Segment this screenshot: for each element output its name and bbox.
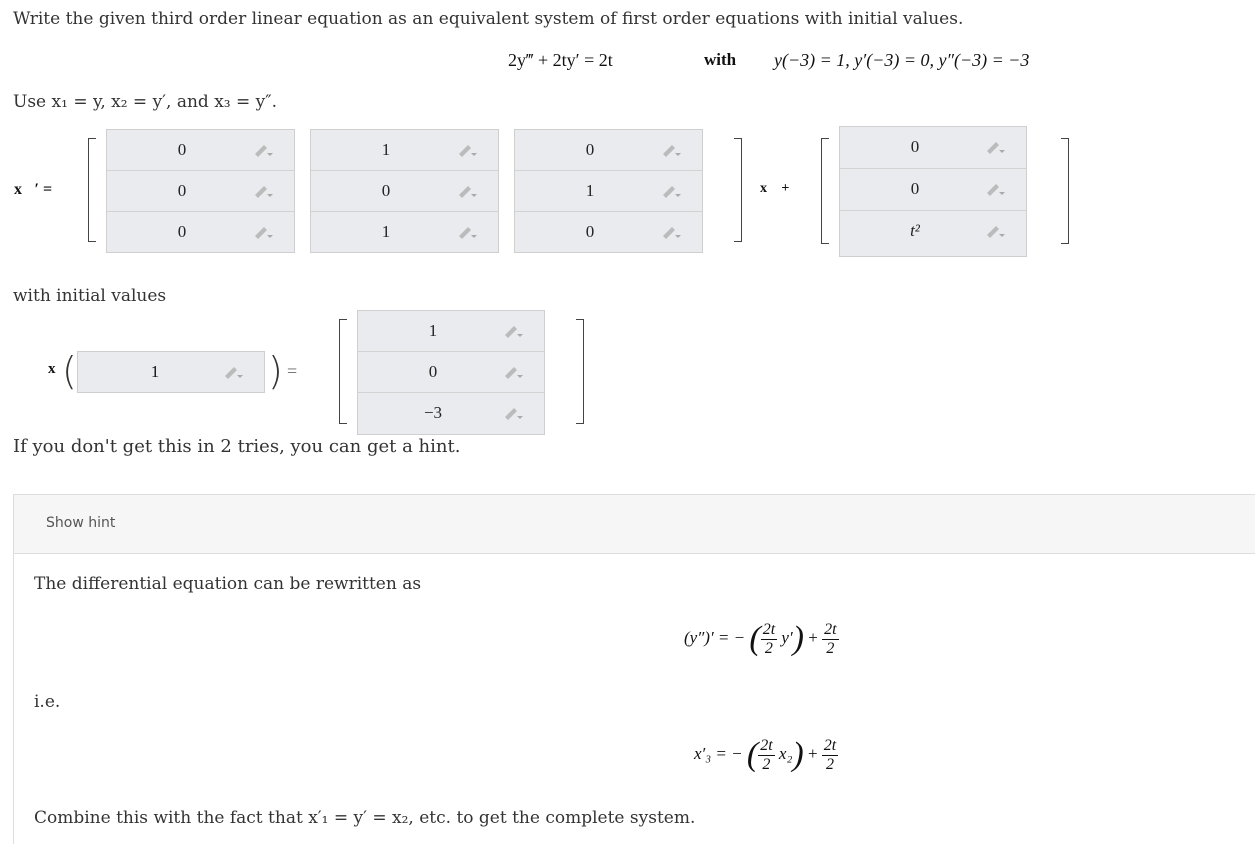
- matrix-cell-r2c2[interactable]: 0: [311, 171, 498, 212]
- pencil-icon[interactable]: [502, 405, 524, 421]
- initial-cell-1[interactable]: 1: [358, 311, 544, 352]
- hint-equation-1: (y″)′ = − ( $\frac{2t}{2}$ y′) + $\frac{2t}{2}$: [684, 620, 837, 658]
- pencil-icon[interactable]: [502, 323, 524, 339]
- pencil-icon[interactable]: [222, 364, 244, 380]
- pencil-icon[interactable]: [252, 224, 274, 240]
- tries-text: If you don't get this in 2 tries, you can get a hint.: [13, 436, 461, 457]
- pencil-icon[interactable]: [252, 183, 274, 199]
- initial-conditions: y(−3) = 1, y′(−3) = 0, y″(−3) = −3: [774, 50, 1030, 70]
- initial-cell-2[interactable]: 0: [358, 352, 544, 393]
- initial-x-label: x⃗: [48, 361, 68, 377]
- pencil-icon[interactable]: [456, 224, 478, 240]
- matrix-left-bracket: [88, 138, 96, 242]
- forcing-cell-3[interactable]: t²: [840, 211, 1026, 252]
- matrix-cell-r3c1[interactable]: 0: [107, 212, 294, 252]
- initial-equals: =: [287, 361, 298, 381]
- pencil-icon[interactable]: [252, 142, 274, 158]
- ode-equation: 2y‴ + 2ty′ = 2t: [508, 50, 613, 70]
- forcing-right-bracket: [1061, 138, 1069, 244]
- hint-equation-2: x′₃ = − ( $\frac{2t}{2}$ x₂) + $\frac{2t}{2}$: [694, 736, 837, 774]
- hint-closing: Combine this with the fact that x′₁ = y′ = x₂, etc. to get the complete system.: [34, 808, 696, 828]
- pencil-icon[interactable]: [456, 183, 478, 199]
- times-x-plus: x⃗ +: [760, 181, 790, 196]
- matrix-cell-r1c2[interactable]: 1: [311, 130, 498, 171]
- matrix-right-bracket: [734, 138, 742, 242]
- forcing-cell-2[interactable]: 0: [840, 169, 1026, 211]
- show-hint-button[interactable]: Show hint: [46, 515, 116, 531]
- initial-right-bracket: [576, 319, 584, 424]
- forcing-vector: [839, 126, 1027, 257]
- forcing-left-bracket: [821, 138, 829, 244]
- matrix-column-1: [106, 129, 295, 253]
- pencil-icon[interactable]: [984, 139, 1006, 155]
- hint-ie: i.e.: [34, 692, 61, 712]
- open-paren: (: [62, 349, 77, 393]
- close-paren: ): [268, 349, 283, 393]
- matrix-cell-r2c3[interactable]: 1: [515, 171, 702, 212]
- hint-panel: [13, 552, 1255, 844]
- initial-vector: [357, 310, 545, 435]
- pencil-icon[interactable]: [660, 183, 682, 199]
- matrix-cell-r2c1[interactable]: 0: [107, 171, 294, 212]
- hint-intro: The differential equation can be rewritten as: [34, 574, 422, 594]
- problem-prompt: Write the given third order linear equation as an equivalent system of first order equations with initial values.: [13, 9, 964, 29]
- matrix-cell-r1c3[interactable]: 0: [515, 130, 702, 171]
- matrix-column-3: [514, 129, 703, 253]
- pencil-icon[interactable]: [660, 224, 682, 240]
- matrix-cell-r3c3[interactable]: 0: [515, 212, 702, 252]
- matrix-cell-r3c2[interactable]: 1: [311, 212, 498, 252]
- matrix-cell-r1c1[interactable]: 0: [107, 130, 294, 171]
- substitution-text: Use x₁ = y, x₂ = y′, and x₃ = y″.: [13, 92, 278, 112]
- lhs-label: x⃗′ =: [14, 181, 53, 198]
- with-label: with: [704, 50, 737, 69]
- pencil-icon[interactable]: [456, 142, 478, 158]
- initial-values-label: with initial values: [13, 286, 167, 306]
- pencil-icon[interactable]: [984, 223, 1006, 239]
- hint-header: [13, 494, 1255, 554]
- forcing-cell-1[interactable]: 0: [840, 127, 1026, 169]
- initial-cell-3[interactable]: −3: [358, 393, 544, 433]
- initial-left-bracket: [339, 319, 347, 424]
- t0-input[interactable]: 1: [77, 351, 265, 393]
- matrix-column-2: [310, 129, 499, 253]
- pencil-icon[interactable]: [660, 142, 682, 158]
- pencil-icon[interactable]: [502, 364, 524, 380]
- pencil-icon[interactable]: [984, 181, 1006, 197]
